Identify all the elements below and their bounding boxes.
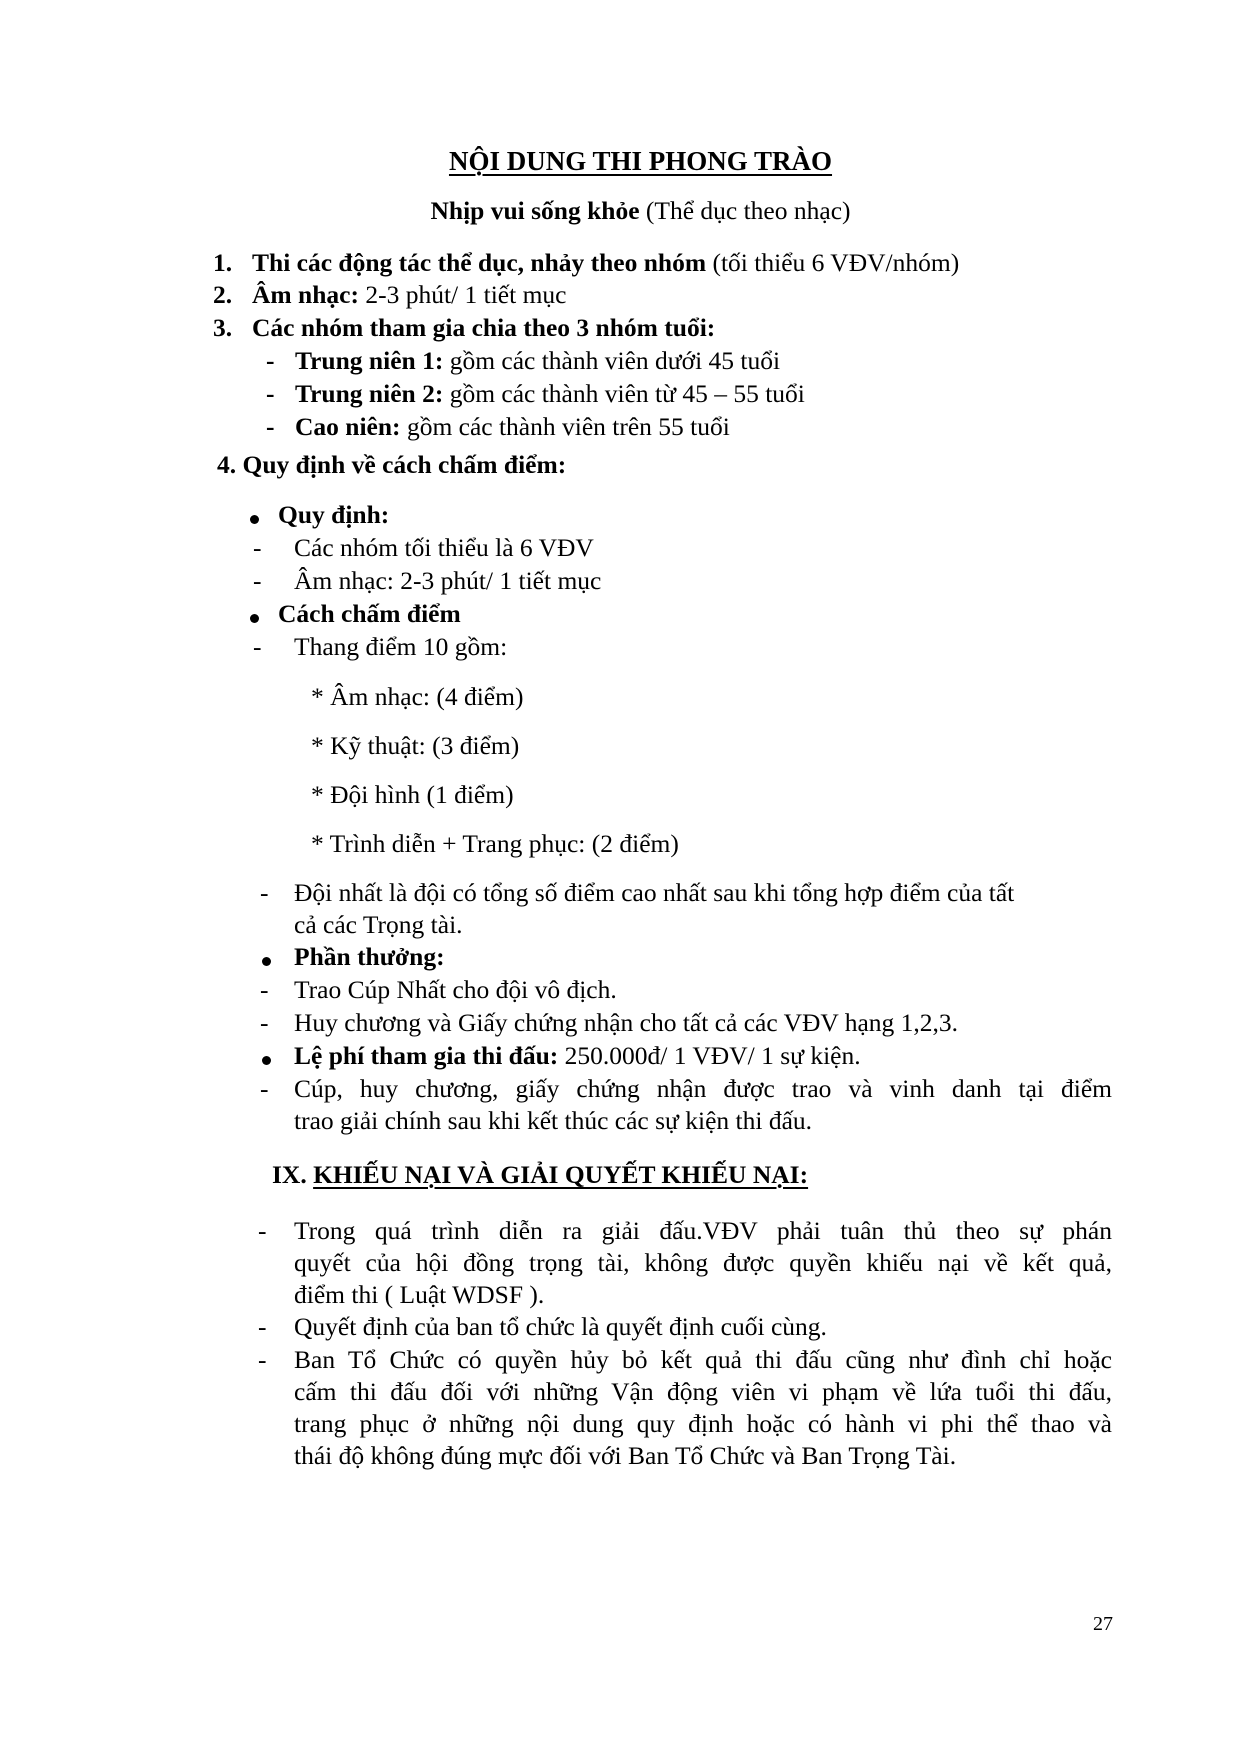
ceremony-line-2: trao giải chính sau khi kết thúc các sự kiện thi đấu. — [294, 1106, 813, 1135]
bullet-icon — [262, 957, 271, 966]
complaint-line: trang phục ở những nội dung quy định hoặc có hành vi phi thể thao và — [294, 1409, 1112, 1438]
dash-marker: - — [253, 566, 262, 595]
dash-marker: - — [258, 1216, 267, 1245]
age-group-desc: gồm các thành viên trên 55 tuổi — [400, 412, 730, 441]
age-group-item — [295, 346, 780, 376]
complaint-line: cấm thi đấu đối với những Vận động viên vi phạm về lứa tuổi thi đấu, — [294, 1377, 1112, 1406]
complaint-line: điểm thi ( Luật WDSF ). — [294, 1280, 545, 1309]
item-number: 2. — [213, 280, 233, 309]
subtitle — [0, 196, 1241, 226]
item-bold: Các nhóm tham gia chia theo 3 nhóm tuổi: — [252, 313, 716, 342]
dash-marker: - — [260, 1008, 269, 1037]
section-4-heading: 4. Quy định về cách chấm điểm: — [217, 450, 567, 479]
awards-heading: Phần thưởng: — [294, 942, 445, 971]
rules-heading: Quy định: — [278, 500, 390, 529]
age-group-desc: gồm các thành viên dưới 45 tuổi — [443, 346, 781, 375]
fee-line — [294, 1041, 861, 1071]
complaint-line: Quyết định của ban tổ chức là quyết định cuối cùng. — [294, 1312, 827, 1341]
item-bold: Thi các động tác thể dục, nhảy theo nhóm — [252, 248, 707, 277]
award-item: Huy chương và Giấy chứng nhận cho tất cả các VĐV hạng 1,2,3. — [294, 1008, 959, 1037]
page-title: NỘI DUNG THI PHONG TRÀO — [448, 146, 833, 176]
bullet-icon — [262, 1056, 271, 1065]
fee-value: 250.000đ/ 1 VĐV/ 1 sự kiện. — [558, 1041, 861, 1070]
fee-label: Lệ phí tham gia thi đấu: — [294, 1041, 559, 1070]
scoring-heading: Cách chấm điểm — [278, 599, 461, 628]
bullet-icon — [250, 614, 259, 623]
dash-marker: - — [258, 1345, 267, 1374]
complaint-line: quyết của hội đồng trọng tài, không được quyền khiếu nại về kết quả, — [294, 1248, 1112, 1277]
dash-marker: - — [253, 533, 262, 562]
rule-item: Âm nhạc: 2-3 phút/ 1 tiết mục — [294, 566, 602, 595]
winner-rule-line-1: Đội nhất là đội có tổng số điểm cao nhất sau khi tổng hợp điểm của tất — [294, 878, 1015, 907]
numbered-item — [252, 313, 715, 343]
subtitle-bold: Nhịp vui sống khỏe — [430, 196, 640, 225]
dash-marker: - — [258, 1312, 267, 1341]
item-bold: Âm nhạc: — [252, 280, 359, 309]
dash-marker: - — [253, 632, 262, 661]
dash-marker: - — [260, 878, 269, 907]
rule-item: Các nhóm tối thiểu là 6 VĐV — [294, 533, 594, 562]
item-normal: (tối thiểu 6 VĐV/nhóm) — [706, 248, 960, 277]
item-number: 1. — [213, 248, 233, 277]
dash-marker: - — [260, 975, 269, 1004]
item-normal: 2-3 phút/ 1 tiết mục — [358, 280, 567, 309]
scoring-criterion: * Kỹ thuật: (3 điểm) — [311, 731, 520, 760]
award-item: Trao Cúp Nhất cho đội vô địch. — [294, 975, 617, 1004]
dash-marker: - — [266, 412, 275, 441]
scoring-criterion: * Trình diễn + Trang phục: (2 điểm) — [311, 829, 679, 858]
age-group-label: Trung niên 1: — [295, 346, 444, 375]
complaint-line: Trong quá trình diễn ra giải đấu.VĐV phải tuân thủ theo sự phán — [294, 1216, 1112, 1245]
subtitle-normal: (Thể dục theo nhạc) — [639, 196, 851, 225]
dash-marker: - — [266, 379, 275, 408]
complaint-line: Ban Tổ Chức có quyền hủy bỏ kết quả thi đấu cũng như đình chỉ hoặc — [294, 1345, 1112, 1374]
section-9-heading — [272, 1160, 808, 1190]
dash-marker: - — [266, 346, 275, 375]
complaint-line: thái độ không đúng mực đối với Ban Tổ Chức và Ban Trọng Tài. — [294, 1441, 957, 1470]
item-number: 3. — [213, 313, 233, 342]
numbered-item — [252, 248, 959, 278]
age-group-desc: gồm các thành viên từ 45 – 55 tuổi — [443, 379, 805, 408]
bullet-icon — [250, 515, 259, 524]
age-group-label: Cao niên: — [295, 412, 401, 441]
numbered-item — [252, 280, 566, 310]
section-9-title: KHIẾU NẠI VÀ GIẢI QUYẾT KHIẾU NẠI: — [313, 1160, 809, 1189]
section-9-prefix: IX. — [272, 1160, 314, 1189]
scoring-criterion: * Đội hình (1 điểm) — [311, 780, 514, 809]
winner-rule-line-2: cả các Trọng tài. — [294, 910, 463, 939]
dash-marker: - — [260, 1074, 269, 1103]
age-group-item — [295, 379, 805, 409]
age-group-label: Trung niên 2: — [295, 379, 444, 408]
age-group-item — [295, 412, 730, 442]
ceremony-line-1: Cúp, huy chương, giấy chứng nhận được trao và vinh danh tại điểm — [294, 1074, 1112, 1103]
page-number: 27 — [1093, 1613, 1113, 1635]
scoring-criterion: * Âm nhạc: (4 điểm) — [311, 682, 524, 711]
scoring-scale: Thang điểm 10 gồm: — [294, 632, 508, 661]
